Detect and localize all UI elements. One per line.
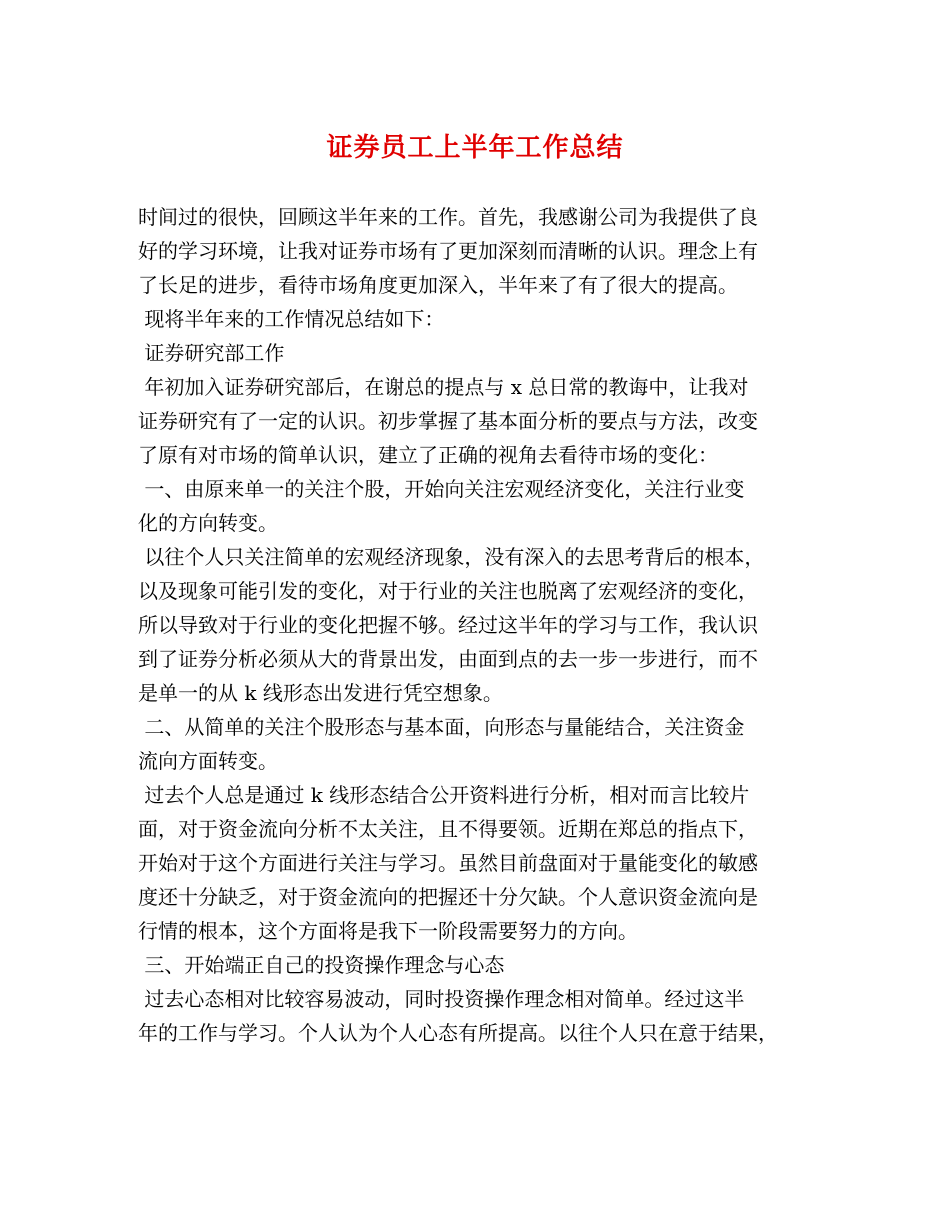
text-line: 面，对于资金流向分析不太关注，且不得要领。近期在郑总的指点下， [138, 817, 758, 841]
text-line: 以往个人只关注简单的宏观经济现象，没有深入的去思考背后的根本， [138, 545, 765, 569]
text-line: 以及现象可能引发的变化，对于行业的关注也脱离了宏观经济的变化， [138, 579, 758, 603]
text-line: 三、开始端正自己的投资操作理念与心态 [138, 953, 505, 977]
text-line: 所以导致对于行业的变化把握不够。经过这半年的学习与工作，我认识 [138, 613, 758, 637]
text-line: 过去个人总是通过 k 线形态结合公开资料进行分析，相对而言比较片 [138, 783, 750, 807]
text-line: 了原有对市场的简单认识，建立了正确的视角去看待市场的变化： [138, 443, 718, 467]
text-line: 开始对于这个方面进行关注与学习。虽然目前盘面对于量能变化的敏感 [138, 851, 758, 875]
text-line: 行情的根本，这个方面将是我下一阶段需要努力的方向。 [138, 919, 638, 943]
text-line: 证券研究有了一定的认识。初步掌握了基本面分析的要点与方法，改变 [138, 409, 758, 433]
text-line: 年初加入证券研究部后，在谢总的提点与 x 总日常的教诲中，让我对 [138, 375, 749, 399]
text-line: 了长足的进步，看待市场角度更加深入，半年来了有了很大的提高。 [138, 273, 738, 297]
text-line: 过去心态相对比较容易波动，同时投资操作理念相对简单。经过这半 [138, 987, 745, 1011]
text-line: 二、从简单的关注个股形态与基本面，向形态与量能结合，关注资金 [138, 715, 745, 739]
text-line: 度还十分缺乏，对于资金流向的把握还十分欠缺。个人意识资金流向是 [138, 885, 758, 909]
text-line: 化的方向转变。 [138, 511, 278, 535]
document-body [138, 200, 828, 1050]
text-line: 一、由原来单一的关注个股，开始向关注宏观经济变化，关注行业变 [138, 477, 745, 501]
text-line: 证券研究部工作 [138, 341, 285, 365]
text-line: 流向方面转变。 [138, 749, 278, 773]
text-line: 年的工作与学习。个人认为个人心态有所提高。以往个人只在意于结果， [138, 1021, 778, 1045]
text-line: 现将半年来的工作情况总结如下： [138, 307, 445, 331]
text-line: 好的学习环境，让我对证券市场有了更加深刻而清晰的认识。理念上有 [138, 239, 758, 263]
text-line: 是单一的从 k 线形态出发进行凭空想象。 [138, 681, 503, 705]
document-title: 证券员工上半年工作总结 [326, 133, 624, 163]
text-line: 到了证券分析必须从大的背景出发，由面到点的去一步一步进行，而不 [138, 647, 758, 671]
text-line: 时间过的很快，回顾这半年来的工作。首先，我感谢公司为我提供了良 [138, 205, 758, 229]
